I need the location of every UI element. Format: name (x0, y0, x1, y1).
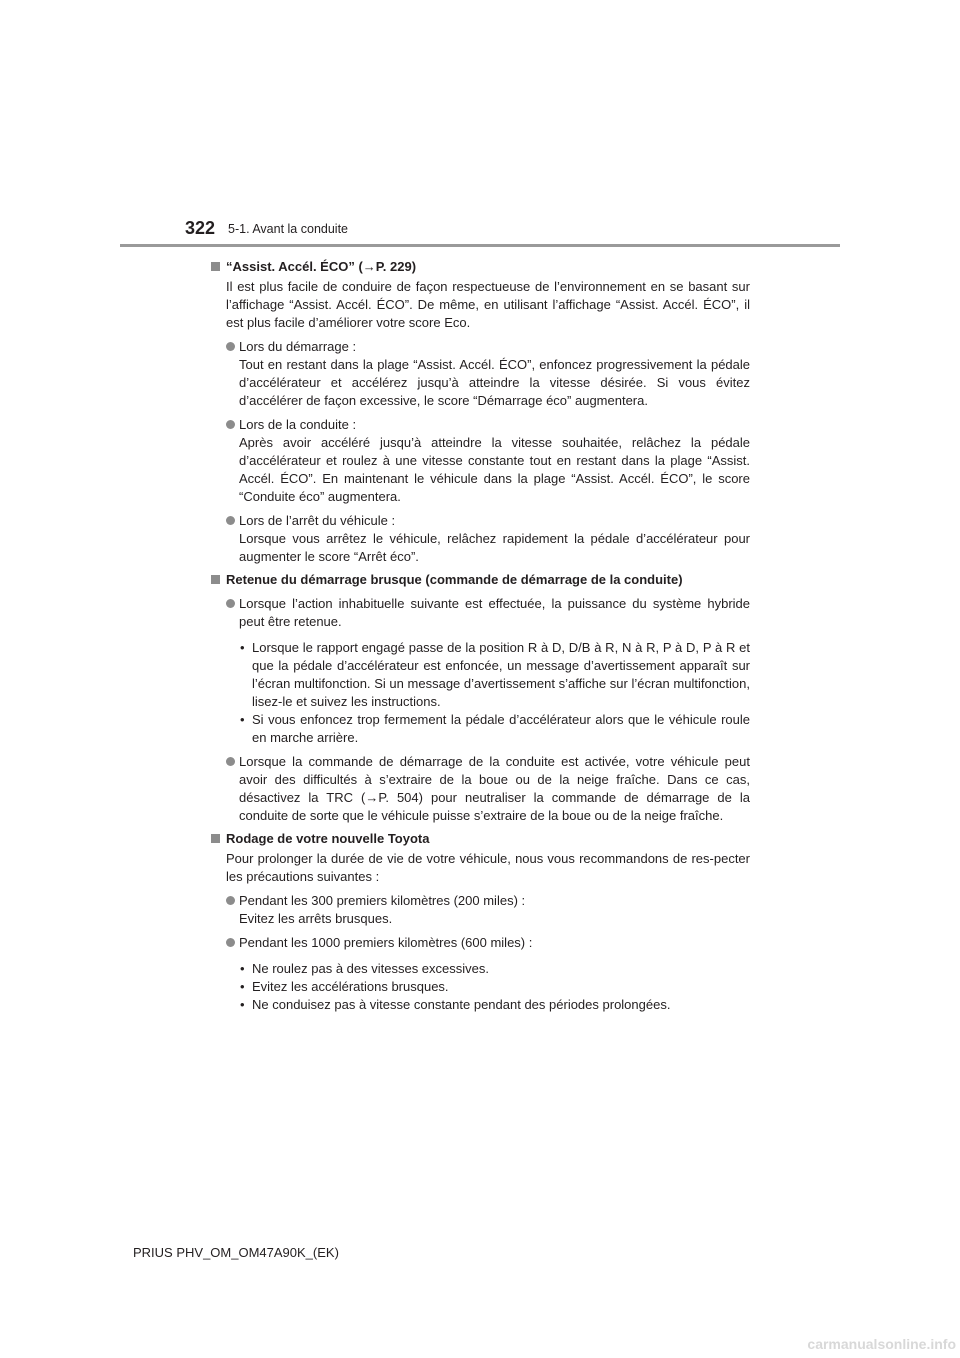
circle-bullet-icon (226, 342, 235, 351)
bullet-item (210, 934, 750, 952)
small-dot-icon: • (240, 712, 245, 727)
bullet-title: Pendant les 1000 premiers kilomètres (600 miles) : (239, 935, 533, 950)
sub-bullet-item (210, 978, 750, 996)
square-bullet-icon (211, 262, 220, 271)
sub-bullet-text: Ne conduisez pas à vitesse constante pendant des périodes prolongées. (252, 997, 671, 1012)
circle-bullet-icon (226, 896, 235, 905)
section-title: 5-1. Avant la conduite (228, 222, 348, 236)
bullet-text: Lorsque vous arrêtez le véhicule, relâchez rapidement la pédale d’accélérateur pour augmenter le score “Arrêt éco”. (239, 531, 750, 564)
small-dot-icon: • (240, 961, 245, 976)
bullet-text: Lorsque la commande de démarrage de la conduite est activée, votre véhicule peut avoir des difficultés à s’extraire de la boue ou de la neige fraîche. Dans ce cas, désactivez la TRC (→P. 504) pour neutraliser la commande de démarrage de la conduite de sorte que le véhicule puisse s’extraire de la boue ou de la neige fraîche. (239, 754, 750, 823)
bullet-text: Evitez les arrêts brusques. (239, 911, 393, 926)
small-dot-icon: • (240, 640, 245, 655)
sub-bullet-text: Ne roulez pas à des vitesses excessives. (252, 961, 489, 976)
bullet-title: Lors de l’arrêt du véhicule : (239, 513, 396, 528)
small-dot-icon: • (240, 997, 245, 1012)
sub-bullet-text: Si vous enfoncez trop fermement la pédale d’accélérateur alors que le véhicule roule en marche arrière. (252, 712, 750, 745)
paragraph: Pour prolonger la durée de vie de votre véhicule, nous vous recommandons de res-pecter les précautions suivantes : (226, 851, 750, 884)
page-header (0, 0, 960, 250)
heading-text: Retenue du démarrage brusque (commande de démarrage de la conduite) (226, 572, 683, 587)
paragraph: Il est plus facile de conduire de façon respectueuse de l’environnement en se basant sur l’affichage “Assist. Accél. ÉCO”. De même, en utilisant l’affichage “Assist. Accél. ÉCO”, il est plus facile d’améliorer votre score Eco. (226, 279, 750, 330)
bullet-item (210, 512, 750, 566)
watermark (760, 1326, 960, 1358)
bullet-text: Lorsque l’action inhabituelle suivante est effectuée, la puissance du système hybride peut être retenue. (239, 596, 750, 629)
page-content (210, 253, 750, 1014)
page-number: 322 (185, 218, 216, 238)
section-heading (210, 830, 750, 848)
sub-bullet-item (210, 996, 750, 1014)
section-heading (210, 258, 750, 276)
bullet-item (210, 416, 750, 506)
small-dot-icon: • (240, 979, 245, 994)
circle-bullet-icon (226, 938, 235, 947)
header-rule (120, 244, 840, 247)
bullet-text: Après avoir accéléré jusqu’à atteindre la vitesse souhaitée, relâchez la pédale d’accélérateur et roulez à une vitesse constante tout en restant dans la plage “Assist. Accél. ÉCO”. En maintenant le véhicule dans la plage “Assist. Accél. ÉCO”, le score “Conduite éco” augmentera. (239, 435, 750, 504)
heading-text: “Assist. Accél. ÉCO” (→P. 229) (226, 259, 417, 274)
circle-bullet-icon (226, 599, 235, 608)
bullet-title: Lors du démarrage : (239, 339, 357, 354)
sub-bullet-text: Lorsque le rapport engagé passe de la position R à D, D/B à R, N à R, P à D, P à R et que la pédale d’accélérateur est enfoncée, un message d’avertissement apparaît sur l’écran multifonction. Si un message d’avertissement s’affiche sur l’écran multifonction, lisez-le et suivez les instructions. (252, 640, 750, 709)
bullet-item (210, 338, 750, 410)
sub-bullet-item (210, 639, 750, 711)
bullet-item (210, 595, 750, 631)
heading-text: Rodage de votre nouvelle Toyota (226, 831, 430, 846)
bullet-title: Pendant les 300 premiers kilomètres (200 miles) : (239, 893, 526, 908)
bullet-text: Tout en restant dans la plage “Assist. Accél. ÉCO”, enfoncez progressivement la pédale d’accélérateur et accélérez jusqu’à atteindre la vitesse désirée. Si vous évitez d’accélérer de façon excessive, le score “Démarrage éco” augmentera. (239, 357, 750, 408)
watermark-text: carmanualsonline.info (807, 1336, 956, 1352)
square-bullet-icon (211, 575, 220, 584)
circle-bullet-icon (226, 757, 235, 766)
sub-bullet-text: Evitez les accélérations brusques. (252, 979, 449, 994)
bullet-item (210, 892, 750, 928)
sub-bullet-item (210, 960, 750, 978)
square-bullet-icon (211, 834, 220, 843)
circle-bullet-icon (226, 420, 235, 429)
bullet-title: Lors de la conduite : (239, 417, 357, 432)
footer-doc-code: PRIUS PHV_OM_OM47A90K_(EK) (133, 1245, 339, 1260)
sub-bullet-item (210, 711, 750, 747)
bullet-item (210, 753, 750, 825)
circle-bullet-icon (226, 516, 235, 525)
section-heading (210, 571, 750, 589)
